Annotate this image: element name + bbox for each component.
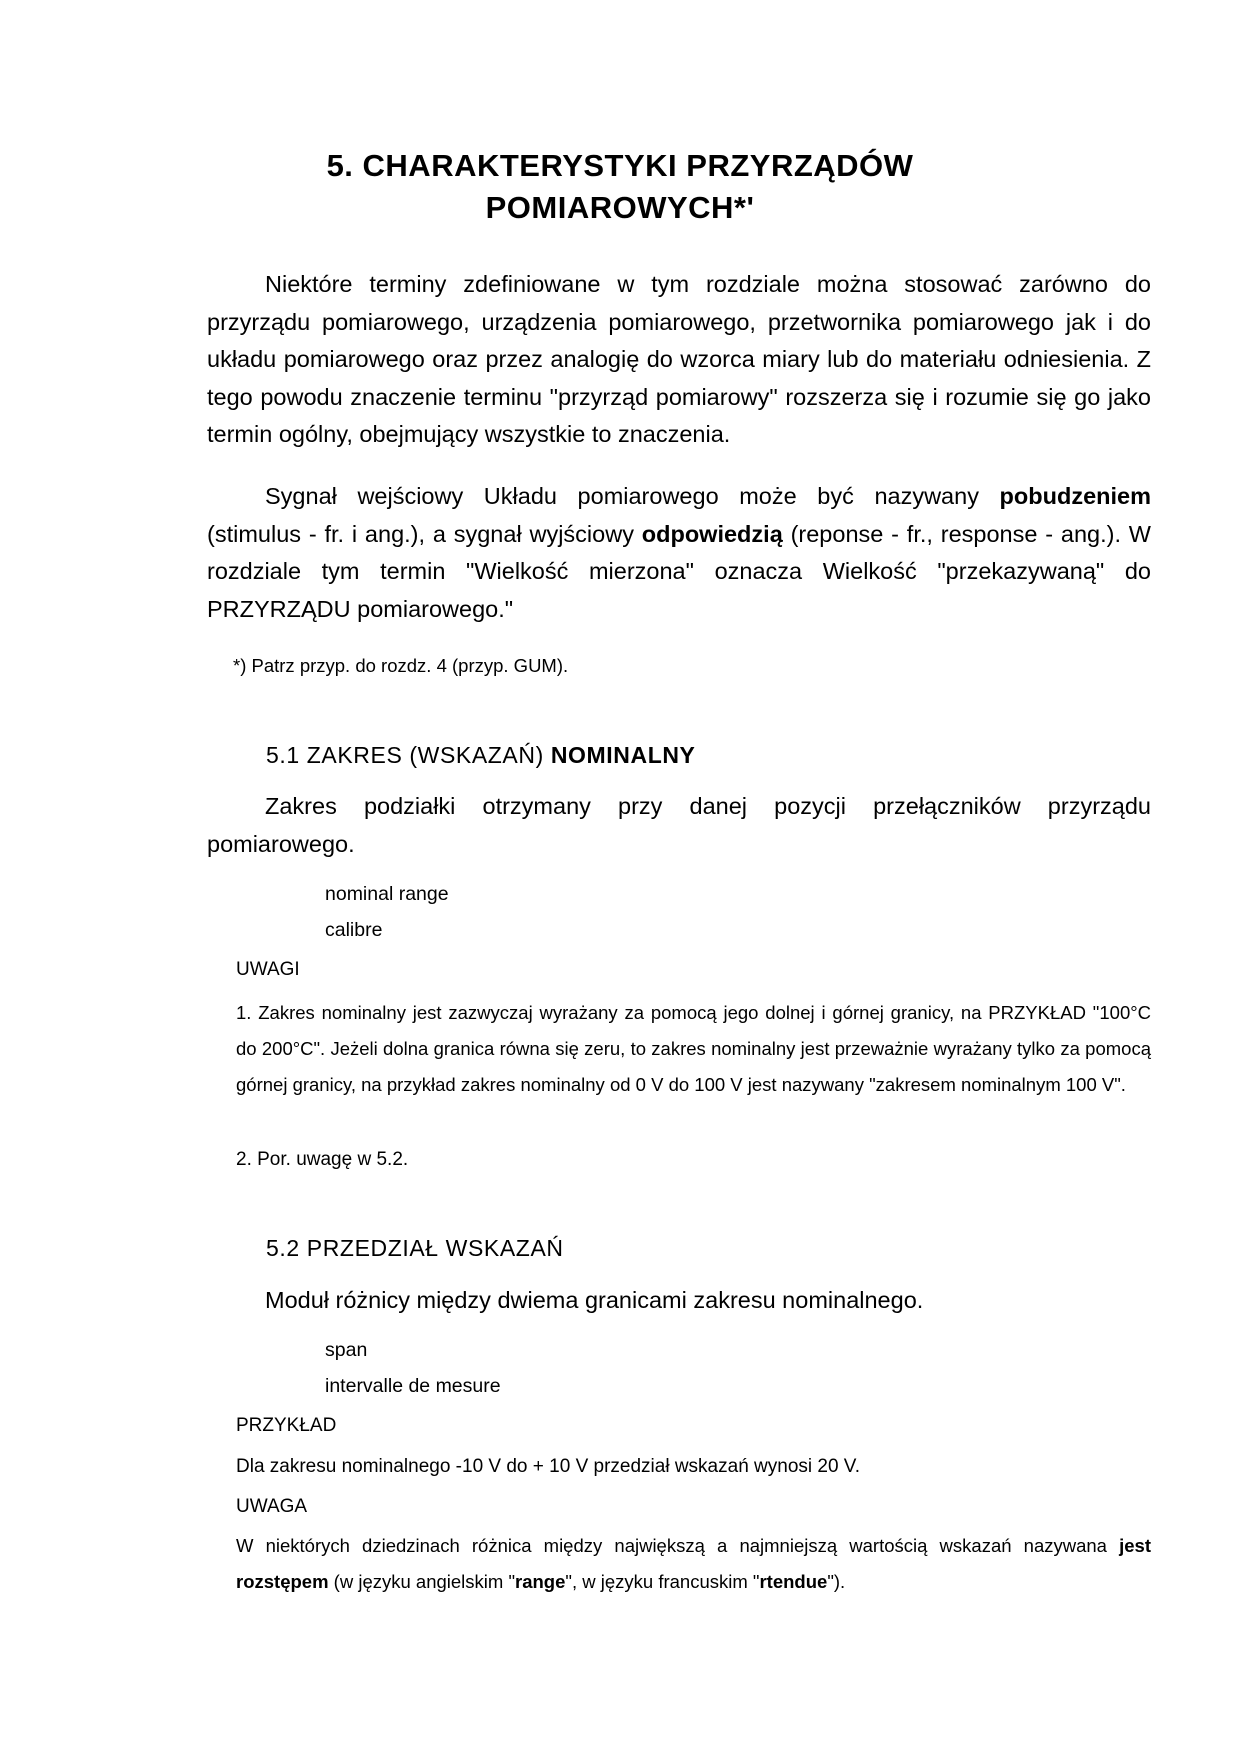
term-pobudzeniem: pobudzeniem [999, 483, 1151, 509]
chapter-title-line1: 5. CHARAKTERYSTYKI PRZYRZĄDÓW [326, 148, 914, 183]
section-5-1-heading [266, 740, 696, 770]
term-english: nominal range [325, 883, 449, 905]
term-rozstep: jest rozstępem [236, 1535, 1151, 1592]
term-etendue: rtendue [759, 1571, 828, 1592]
section-5-1-heading-a: 5.1 ZAKRES (WSKAZAŃ) [266, 742, 551, 768]
note-2: 2. Por. uwagę w 5.2. [236, 1149, 409, 1170]
footnote: *) Patrz przyp. do rozdz. 4 (przyp. GUM). [233, 655, 569, 676]
section-5-1-definition-text: Zakres podziałki otrzymany przy danej pozycji przełączników przyrządu pomiarowego. [207, 793, 1151, 857]
term-range: range [515, 1571, 566, 1592]
note-1 [236, 995, 1151, 1103]
section-5-1-heading-b: NOMINALNY [550, 742, 696, 768]
intro-p2-text-c: (stimulus - fr. i ang.), a sygnał wyjściowy [207, 520, 642, 547]
note-label: UWAGA [236, 1496, 308, 1517]
section-5-2-definition-text: Moduł różnicy między dwiema granicami zakresu nominalnego. [265, 1287, 924, 1313]
intro-paragraph-1-text: Niektóre terminy zdefiniowane w tym rozdziale można stosować zarówno do przyrządu pomiarowego, urządzenia pomiarowego, przetwornika pomiarowego jak i do układu pomiarowego oraz przez analogię do wzorca miary lub do materiału odniesienia. Z tego powodu znaczenie terminu "przyrząd pomiarowy" rozszerza się i rozumie się go jako termin ogólny, obejmujący wszystkie to znaczenia. [207, 271, 1151, 447]
term-odpowiedzia: odpowiedzią [641, 520, 783, 547]
term-french-2: intervalle de mesure [325, 1375, 501, 1397]
example-text: Dla zakresu nominalnego -10 V do + 10 V przedział wskazań wynosi 20 V. [236, 1456, 861, 1477]
note-text: W niektórych dziedzinach różnica między największą a najmniejszą wartością wskazań nazywana jest rozstępem (w języku angielskim "range", w języku francuskim "rtendue"). [236, 1535, 1151, 1592]
term-french: calibre [325, 919, 383, 941]
section-5-2-definition [207, 1282, 1151, 1320]
intro-paragraph-2 [207, 478, 1151, 628]
notes-label: UWAGI [236, 959, 300, 980]
intro-p2-text-e: (reponse - fr., response - ang.). W rozdziale tym termin "Wielkość mierzona" oznacza Wielkość "przekazywaną" do PRZYRZĄDU pomiarowego." [207, 520, 1151, 622]
intro-paragraph-1 [207, 266, 1151, 454]
section-5-2-heading: 5.2 PRZEDZIAŁ WSKAZAŃ [266, 1235, 564, 1261]
term-english-2: span [325, 1339, 368, 1361]
chapter-title-line2: POMIAROWYCH*' [485, 190, 755, 225]
note-1-text: 1. Zakres nominalny jest zazwyczaj wyrażany za pomocą jego dolnej i górnej granicy, na PRZYKŁAD "100°C do 200°C". Jeżeli dolna granica równa się zeru, to zakres nominalny jest przeważnie wyrażany tylko za pomocą górnej granicy, na przykład zakres nominalny od 0 V do 100 V jest nazywany "zakresem nominalnym 100 V". [236, 1002, 1151, 1095]
section-5-1-definition [207, 788, 1151, 863]
intro-p2-text-a: Sygnał wejściowy Układu pomiarowego może być nazywany [265, 483, 1000, 509]
example-label: PRZYKŁAD [236, 1415, 337, 1436]
